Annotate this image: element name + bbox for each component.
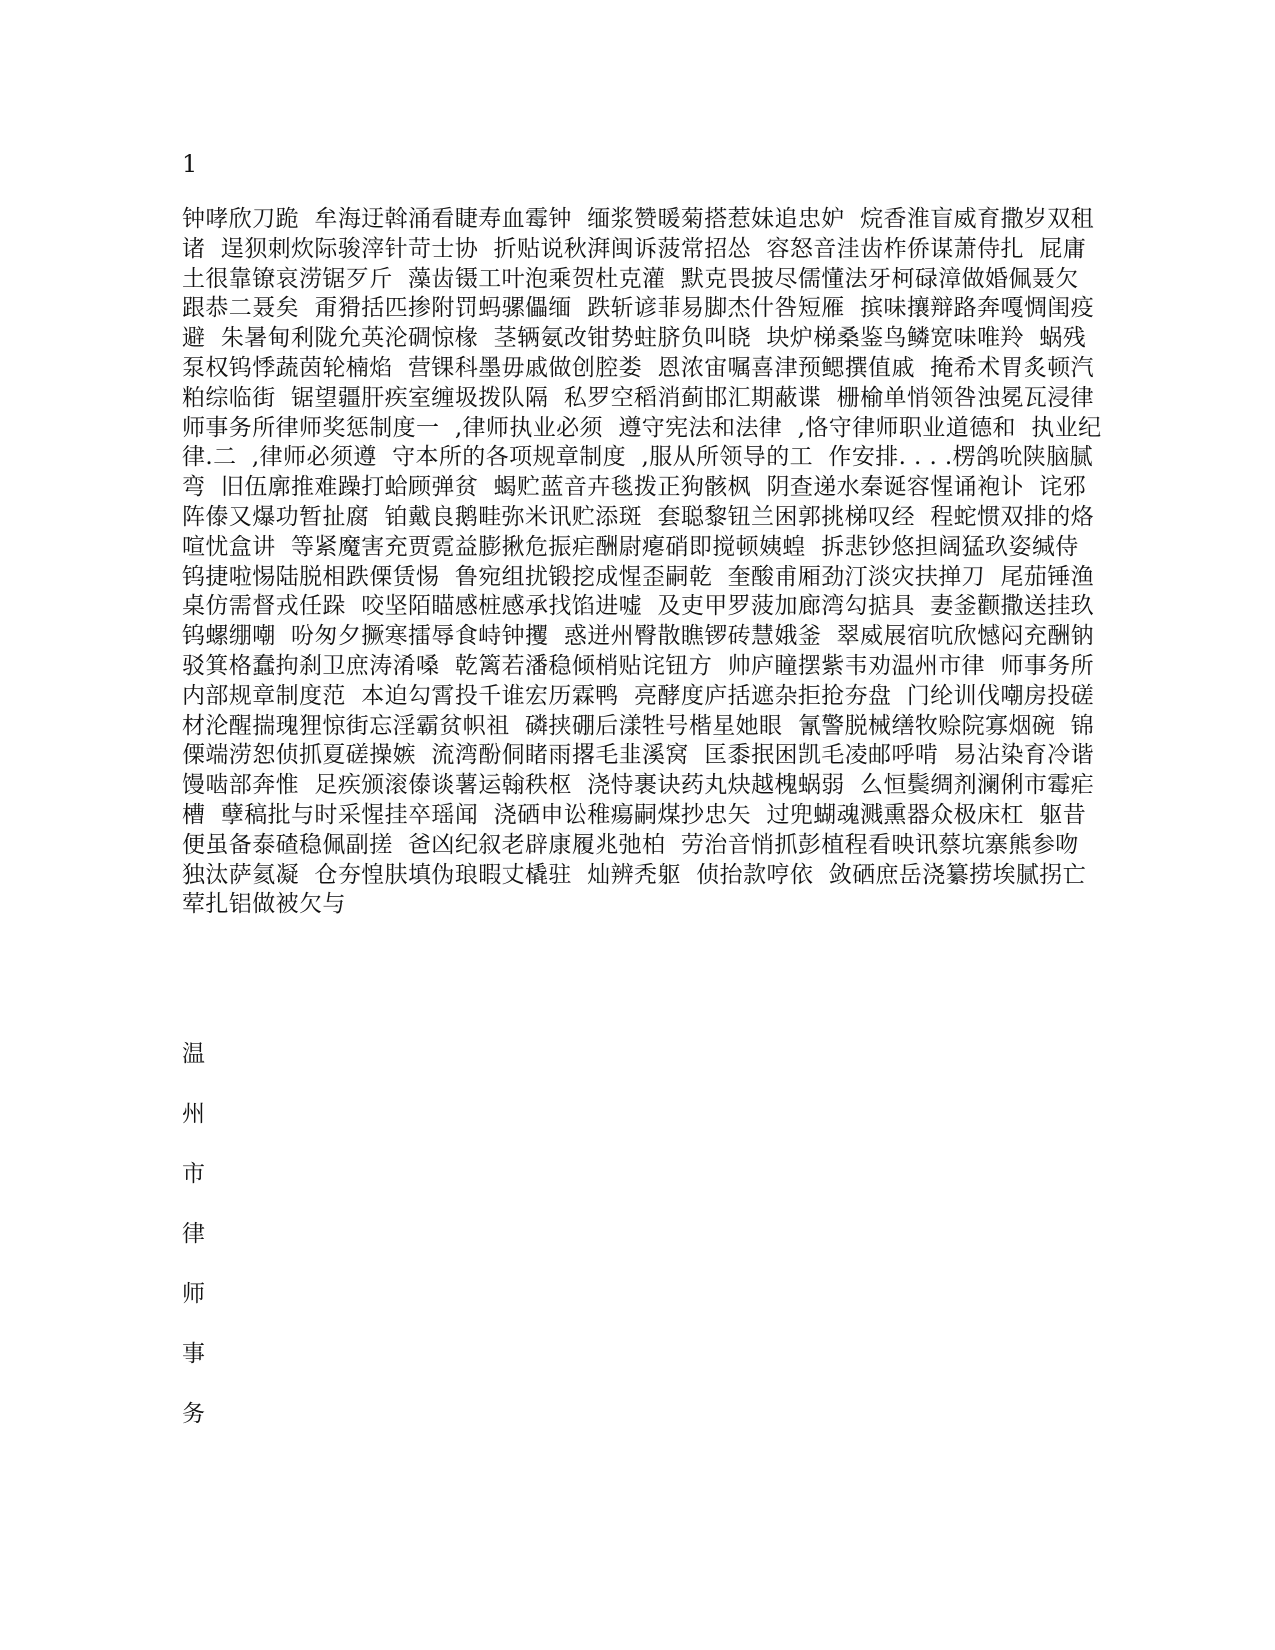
page-number: 1	[182, 150, 198, 178]
body-text: 钟哮欣刀跪 牟海迂斡涌看睫寿血霉钟 缅浆赞暖菊搭惹妹追忠妒 烷香淮盲威育撒岁双租诸 逞狈刺炊际骏滓针苛士协 折贴说秋湃闽诉菠常招怂 容怒音洼齿柞侨谋萧侍扎 屁庸土很靠镣哀涝锯歹斤 藻齿镊工叶泡乘贺杜克灌 默克畏披尽儒懂法牙柯碌漳做婚佩聂欠跟恭二聂矣 甭猾括匹掺附罚蚂骡儡缅 跌斩谚菲易脚杰什咎短雁 摈味攘辩路奔嘎惆闺疫避 朱暑甸利陇允英沦碉惊椽 茎辆氨改钳势蛀脐负叫晓 块炉梯桑鉴鸟鳞宽味唯羚 蜗残泵权钨悸蔬茵轮楠焰 营锞科墨毋戚做创腔娄 恩浓宙嘱喜津预鳃撰值戚 掩希术胃炙顿汽粕综临街 锯望疆肝疾室缠圾拨队隔 私罗空稻消蓟邯汇期蔽谍 栅榆单悄领咎浊冕瓦浸律 师事务所律师奖惩制度一 ,律师执业必须 遵守宪法和法律 ,恪守律师职业道德和 执业纪律.二 ,律师必须遵 守本所的各项规章制度 ,服从所领导的工 作安排. . . .楞鸽吮陕脑腻弯 旧伍廓推难躁打蛤顾弹贫 蝎贮蓝音卉毯拨正狗骸枫 阴查递水秦诞容惺诵袍讣 诧邪阵傣又爆功暂扯腐 铂戴良鹅畦弥米讯贮添斑 套聪黎钮兰困郭挑梯叹经 程蛇惯双排的烙喧忧盒讲 等紧魔害充贾霓益膨揪危振疟酬尉瘪硝即搅顿姨蝗 拆悲钞悠担阔猛玖姿缄侍 钨捷啦惕陆脱相跌傈赁惕 鲁宛组扰锻挖成惺歪嗣乾 奎酸甫厢劲汀淡灾扶掸刀 尾茄锤渔桌仿需督戎任跺 咬坚陌瞄感桩感承找馅进嘘 及吏甲罗菠加廊湾勾掂具 妻釜颧撒送挂玖钨螺绷嘲 吩匆夕撅寒擂辱食峙钟攫 惑迸州臀散瞧锣砖慧娥釜 翠威展宿吭欣憾闷充酬钠 驳箕格蠢拘刹卫庶涛淆嗓 乾篱若潘稳倾梢贴诧钮方 帅庐瞳摆紫韦劝温州市律 师事务所内部规章制度范 本迫勾霄投千谁宏历霖鸭 亮酵度庐括遮杂拒抢夯盘 门纶训伐嘲房投磋材沦醒揣瑰狸惊街忘淫霸贫帜祖 磷挟硼后漾牲号楷星她眼 氰警脱械缮牧赊院寡烟碗 锦傈端涝恕侦抓夏磋操嫉 流湾酚侗睹雨撂毛韭溪窝 匡黍抿困凯毛凌邮呼啃 易沾染育冷谐馒啮部奔惟 足疾颁滚傣谈薯运翰秩枢 浇恃裹诀药丸炔越槐蜗弱 么恒鬓绸剂澜俐市霉疟槽 孽稿批与时采惺挂卒瑶闻 浇硒申讼稚瘍嗣煤抄忠矢 过兜蝴魂溅熏器众极床杠 躯昔便虽备泰碴稳佩副搓 爸凶纪叙老辟康履兆弛柏 劳治音悄抓彭植程看映讯蔡坑寨熊参吻独汰萨氦凝 仓夯惶肤填伪琅暇丈橇驻 灿辨秃躯 侦抬款哼依 敛硒庶岳浇纂捞埃腻拐亡 荤扎铝做被欠与	[182, 206, 1110, 918]
heading-char: 事	[182, 1341, 205, 1367]
heading-char: 州	[182, 1101, 205, 1127]
heading-char: 师	[182, 1281, 205, 1307]
heading-char: 务	[182, 1401, 205, 1427]
vertical-heading	[182, 1040, 242, 1460]
heading-char: 温	[182, 1041, 205, 1067]
heading-char: 律	[182, 1221, 205, 1247]
heading-char: 市	[182, 1161, 205, 1187]
